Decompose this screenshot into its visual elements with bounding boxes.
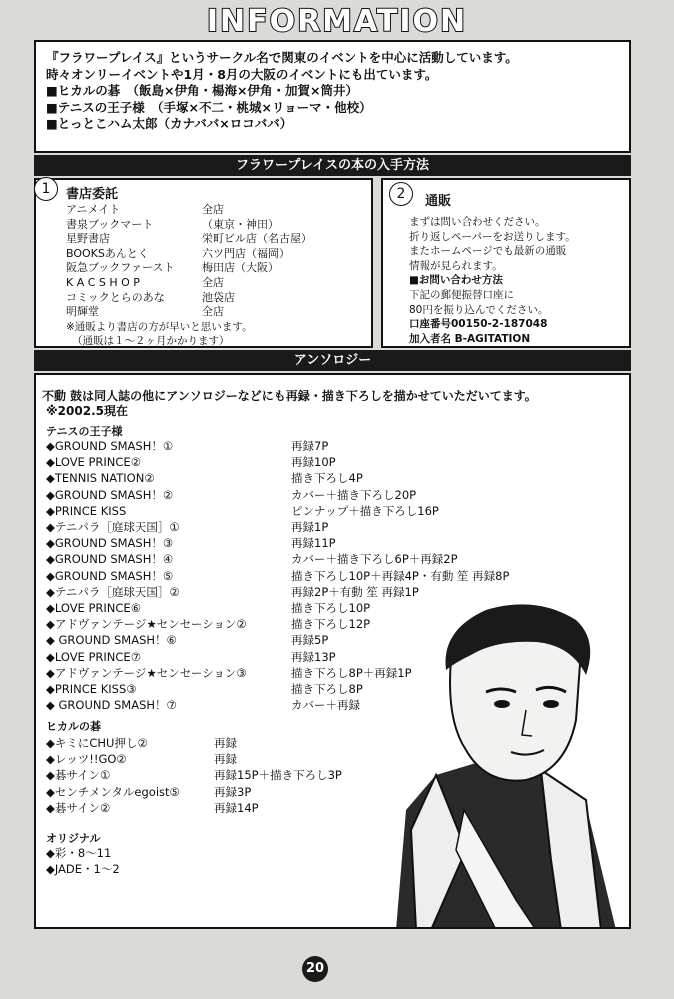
list-item (46, 535, 509, 551)
item-note: 描き下ろし8P＋再録1P (291, 665, 412, 680)
mail-order-box (381, 178, 631, 348)
item-note: 描き下ろし12P (291, 617, 371, 632)
item-title: ◆PRINCE KISS③ (46, 682, 137, 697)
list-item (46, 454, 509, 470)
store-heading: 書店委託 (66, 187, 119, 202)
item-title: ◆ GROUND SMASH！⑥ (46, 633, 177, 648)
store-name: BOOKSあんとく (66, 246, 149, 260)
list-item (46, 735, 342, 751)
store-list (66, 203, 312, 320)
section-number: 1 (34, 177, 58, 201)
store-branch: 六ツ門店（福岡） (202, 246, 290, 260)
item-title: ◆LOVE PRINCE⑥ (46, 601, 142, 616)
item-title: ◆GROUND SMASH！① (46, 439, 174, 453)
store-note-line: ※通販より書店の方が早いと思います。 (66, 321, 253, 333)
list-item (46, 784, 342, 800)
list-item (46, 681, 509, 697)
mail-line: 口座番号00150‐2‐187048 (409, 318, 548, 331)
item-title: ◆PRINCE KISS (46, 503, 127, 518)
item-title: ◆レッツ!!GO② (46, 752, 127, 767)
store-row (66, 247, 312, 262)
item-note: 再録13P (291, 649, 336, 664)
item-note: 再録5P (291, 633, 329, 648)
store-branch: （東京・神田） (202, 217, 279, 231)
anthology-intro-line: 不動 鼓は同人誌の他にアンソロジーなどにも再録・描き下ろしを描かせていただいてます。 (42, 389, 537, 403)
item-note: 描き下ろし4P (291, 471, 363, 486)
item-title: ◆アドヴァンテージ★センセーション③ (46, 665, 247, 680)
item-note: 再録11P (291, 536, 336, 551)
page-title: INFORMATION (206, 4, 468, 39)
store-name: コミックとらのあな (66, 290, 165, 304)
item-note: 再録15P＋描き下ろし3P (214, 768, 342, 783)
store-name: 星野書店 (66, 232, 110, 246)
item-title: ◆テニパラ［庭球天国］② (46, 584, 180, 599)
anthology-box (34, 373, 631, 929)
store-name: 阪急ブックファースト (66, 261, 175, 275)
store-note (66, 320, 252, 348)
mail-line: 加入者名 B‐AGITATION (409, 332, 531, 345)
store-branch: 全店 (202, 203, 224, 216)
store-row (66, 218, 312, 233)
mail-line: まずは問い合わせください。 (409, 216, 546, 228)
store-name: 明輝堂 (66, 305, 99, 319)
item-title: ◆アドヴァンテージ★センセーション② (46, 617, 247, 632)
intro-line: 時々オンリーイベントや1月・8月の大阪のイベントにも出ています。 (46, 66, 438, 82)
item-title: ◆GROUND SMASH！④ (46, 552, 174, 567)
item-title: ◆LOVE PRINCE② (46, 455, 142, 470)
list-item (46, 697, 509, 713)
mail-text (409, 215, 576, 346)
intro-line: ■とっとこハム太郎（カナババ×ロコババ） (46, 116, 293, 131)
item-note: 再録 (214, 736, 237, 750)
anthology-header: アンソロジー (34, 350, 631, 371)
list-item (46, 568, 509, 584)
list-item (46, 632, 509, 648)
howto-header: フラワープレイスの本の入手方法 (34, 155, 631, 176)
item-title: ◆キミにCHU押し② (46, 736, 148, 750)
mail-line: 折り返しペーパーをお送りします。 (409, 230, 576, 243)
mail-heading: 通販 (425, 194, 452, 209)
list-item (46, 751, 342, 767)
list-item: ◆彩・8～11 (46, 846, 112, 860)
list-item (46, 800, 342, 816)
list-item (46, 767, 342, 783)
item-title: ◆碁サイン② (46, 800, 111, 815)
item-note: 描き下ろし8P (291, 682, 363, 697)
list-item (46, 665, 509, 681)
original-list (46, 845, 120, 877)
item-title: ◆ GROUND SMASH！⑦ (46, 698, 177, 713)
store-row (66, 203, 312, 218)
hikaru-list (46, 735, 342, 816)
list-item: ◆JADE・1～2 (46, 862, 120, 877)
list-item (46, 584, 509, 600)
store-row (66, 291, 312, 306)
intro-box (34, 40, 631, 153)
store-branch: 全店 (202, 305, 224, 319)
item-note: 描き下ろし10P＋再録4P・有動 笙 再録8P (291, 568, 510, 583)
section-number: 2 (389, 182, 413, 206)
store-branch: 梅田店（大阪） (202, 261, 279, 275)
mail-line: またホームページでも最新の通販 (409, 245, 567, 258)
store-row (66, 261, 312, 276)
store-name: アニメイト (66, 203, 121, 216)
store-branch: 全店 (202, 275, 224, 289)
intro-line: 『フラワープレイス』というサークル名で関東のイベントを中心に活動しています。 (46, 50, 518, 65)
tennis-heading: テニスの王子様 (46, 425, 123, 438)
item-title: ◆GROUND SMASH！⑤ (46, 568, 174, 583)
item-title: ◆センチメンタルegoist⑤ (46, 784, 180, 799)
intro-line: ■テニスの王子様 （手塚×不二・桃城×リョーマ・他校） (46, 99, 372, 115)
item-note: ピンナップ＋描き下ろし16P (291, 503, 439, 518)
mail-line: 下記の郵便振替口座に (409, 288, 514, 301)
item-note: 再録 (214, 752, 237, 767)
list-item (46, 551, 509, 567)
list-item (46, 519, 509, 535)
store-row (66, 232, 312, 247)
item-note: カバー＋描き下ろし6P＋再録2P (291, 552, 458, 567)
store-branch: 池袋店 (202, 290, 235, 304)
item-note: 再録10P (291, 455, 336, 470)
list-item (46, 438, 509, 454)
list-item (46, 487, 509, 503)
item-note: 再録1P (291, 520, 329, 535)
anthology-intro-date: ※2002.5現在 (46, 404, 128, 418)
item-title: ◆GROUND SMASH！② (46, 487, 174, 502)
item-title: ◆TENNIS NATION② (46, 471, 155, 486)
item-title: ◆碁サイン① (46, 768, 111, 783)
mail-line: 80円を振り込んでください。 (409, 303, 549, 316)
store-name: 書泉ブックマート (66, 217, 154, 231)
item-title: ◆GROUND SMASH！③ (46, 536, 174, 551)
list-item (46, 503, 509, 519)
item-note: 再録14P (214, 800, 259, 815)
list-item (46, 600, 509, 616)
item-note: 描き下ろし10P (291, 601, 371, 616)
item-note: 再録3P (214, 784, 252, 799)
item-title: ◆LOVE PRINCE⑦ (46, 649, 142, 664)
tennis-list (46, 438, 509, 713)
item-note: カバー＋描き下ろし20P (291, 487, 417, 502)
list-item (46, 470, 509, 486)
page-number: 20 (302, 956, 328, 982)
store-note-line: （通販は１～２ヶ月かかります） (72, 335, 230, 347)
mail-line: ■お問い合わせ方法 (409, 274, 503, 287)
item-note: 再録2P＋有動 笙 再録1P (291, 584, 419, 599)
intro-line: ■ヒカルの碁 （飯島×伊角・楊海×伊角・加賀×筒井） (46, 83, 358, 98)
item-note: 再録7P (291, 439, 329, 453)
hikaru-heading: ヒカルの碁 (46, 720, 101, 733)
list-item (46, 616, 509, 632)
item-title: ◆テニパラ［庭球天国］① (46, 520, 180, 535)
store-box (34, 178, 373, 348)
store-branch: 栄町ビル店（名古屋） (202, 232, 312, 246)
store-row (66, 305, 312, 320)
store-name: K A C S H O P (66, 275, 140, 289)
store-row (66, 276, 312, 291)
original-heading: オリジナル (46, 832, 101, 845)
item-note: カバー＋再録 (291, 698, 360, 713)
list-item (46, 649, 509, 665)
mail-line: 情報が見られます。 (409, 259, 503, 272)
anthology-intro (42, 389, 537, 419)
